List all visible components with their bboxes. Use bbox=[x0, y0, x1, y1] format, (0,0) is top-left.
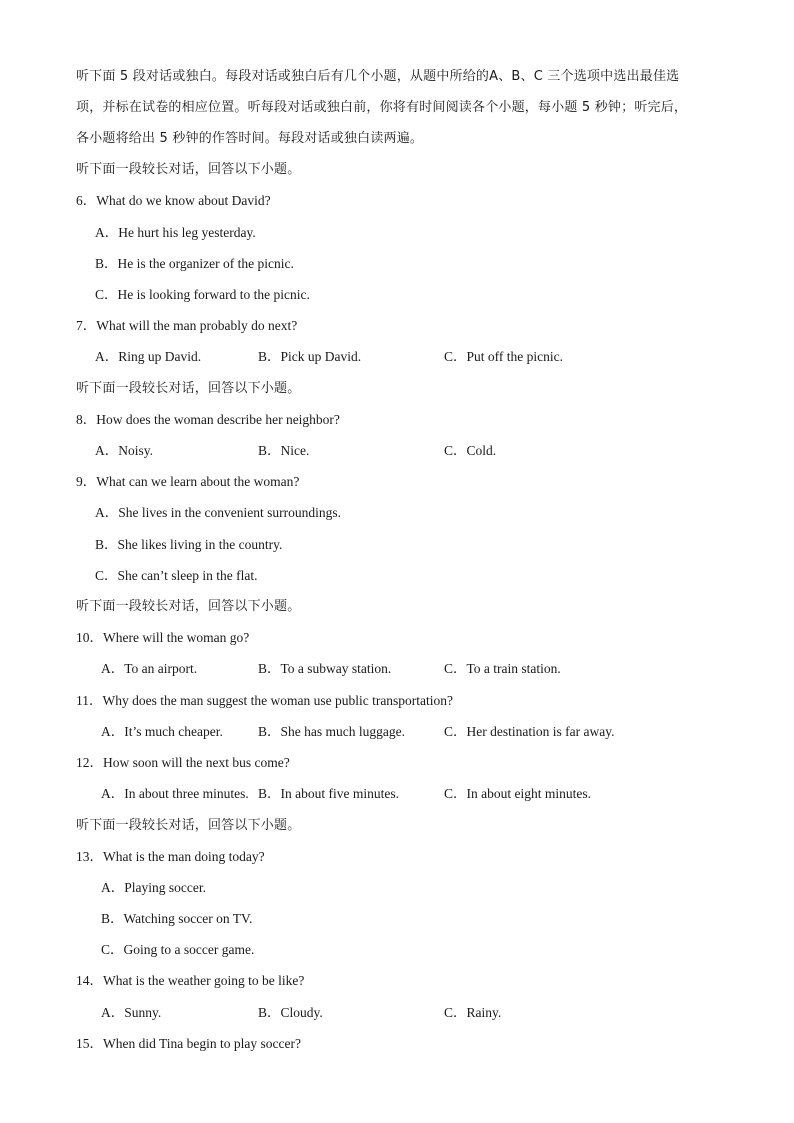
question-10-option-c: C．To a train station. bbox=[444, 661, 561, 676]
question-11-option-a: A．It’s much cheaper. bbox=[101, 724, 223, 739]
question-7-option-c: C．Put off the picnic. bbox=[444, 349, 563, 364]
section-header: 听下面一段较长对话，回答以下小题。 bbox=[76, 599, 301, 614]
question-9-option-b: B．She likes living in the country. bbox=[95, 537, 283, 552]
question-10-option-a: A．To an airport. bbox=[101, 661, 198, 676]
question-8-option-c: C．Cold. bbox=[444, 443, 497, 458]
question-14-option-c: C．Rainy. bbox=[444, 1005, 502, 1020]
question-14-option-b: B．Cloudy. bbox=[258, 1005, 323, 1020]
question-13-option-b: B．Watching soccer on TV. bbox=[101, 911, 253, 926]
question-6-option-a: A．He hurt his leg yesterday. bbox=[95, 225, 256, 240]
question-7: 7．What will the man probably do next? bbox=[76, 318, 298, 333]
question-11-option-b: B．She has much luggage. bbox=[258, 724, 405, 739]
question-15: 15．When did Tina begin to play soccer? bbox=[76, 1036, 301, 1051]
question-6-option-b: B．He is the organizer of the picnic. bbox=[95, 256, 294, 271]
question-12-option-b: B．In about five minutes. bbox=[258, 786, 399, 801]
question-14-option-a: A．Sunny. bbox=[101, 1005, 162, 1020]
question-14: 14．What is the weather going to be like? bbox=[76, 973, 305, 988]
question-7-option-a: A．Ring up David. bbox=[95, 349, 202, 364]
question-9-option-a: A．She lives in the convenient surroundings. bbox=[95, 505, 341, 520]
question-8-option-a: A．Noisy. bbox=[95, 443, 154, 458]
question-10: 10．Where will the woman go? bbox=[76, 630, 250, 645]
question-12: 12．How soon will the next bus come? bbox=[76, 755, 290, 770]
question-12-option-c: C．In about eight minutes. bbox=[444, 786, 591, 801]
question-13-option-c: C．Going to a soccer game. bbox=[101, 942, 255, 957]
question-11: 11．Why does the man suggest the woman use public transportation? bbox=[76, 693, 454, 708]
instructions-line-2: 项，并标在试卷的相应位置。听每段对话或独白前，你将有时间阅读各个小题，每小题 5 秒钟；听完后， bbox=[76, 100, 688, 115]
question-11-option-c: C．Her destination is far away. bbox=[444, 724, 615, 739]
question-6-option-c: C．He is looking forward to the picnic. bbox=[95, 287, 310, 302]
question-6: 6．What do we know about David? bbox=[76, 193, 271, 208]
question-8-option-b: B．Nice. bbox=[258, 443, 310, 458]
instructions-line-3: 各小题将给出 5 秒钟的作答时间。每段对话或独白读两遍。 bbox=[76, 131, 424, 146]
question-8: 8．How does the woman describe her neighbor? bbox=[76, 412, 340, 427]
question-13-option-a: A．Playing soccer. bbox=[101, 880, 206, 895]
question-7-option-b: B．Pick up David. bbox=[258, 349, 362, 364]
section-header: 听下面一段较长对话，回答以下小题。 bbox=[76, 818, 301, 833]
question-9-option-c: C．She can’t sleep in the flat. bbox=[95, 568, 258, 583]
instructions-line-1: 听下面 5 段对话或独白。每段对话或独白后有几个小题，从题中所给的A、B、C 三个选项中选出最佳选 bbox=[76, 69, 680, 84]
question-9: 9．What can we learn about the woman? bbox=[76, 474, 300, 489]
question-13: 13．What is the man doing today? bbox=[76, 849, 265, 864]
section-header: 听下面一段较长对话，回答以下小题。 bbox=[76, 381, 301, 396]
question-10-option-b: B．To a subway station. bbox=[258, 661, 392, 676]
section-header: 听下面一段较长对话，回答以下小题。 bbox=[76, 162, 301, 177]
question-12-option-a: A．In about three minutes. bbox=[101, 786, 249, 801]
